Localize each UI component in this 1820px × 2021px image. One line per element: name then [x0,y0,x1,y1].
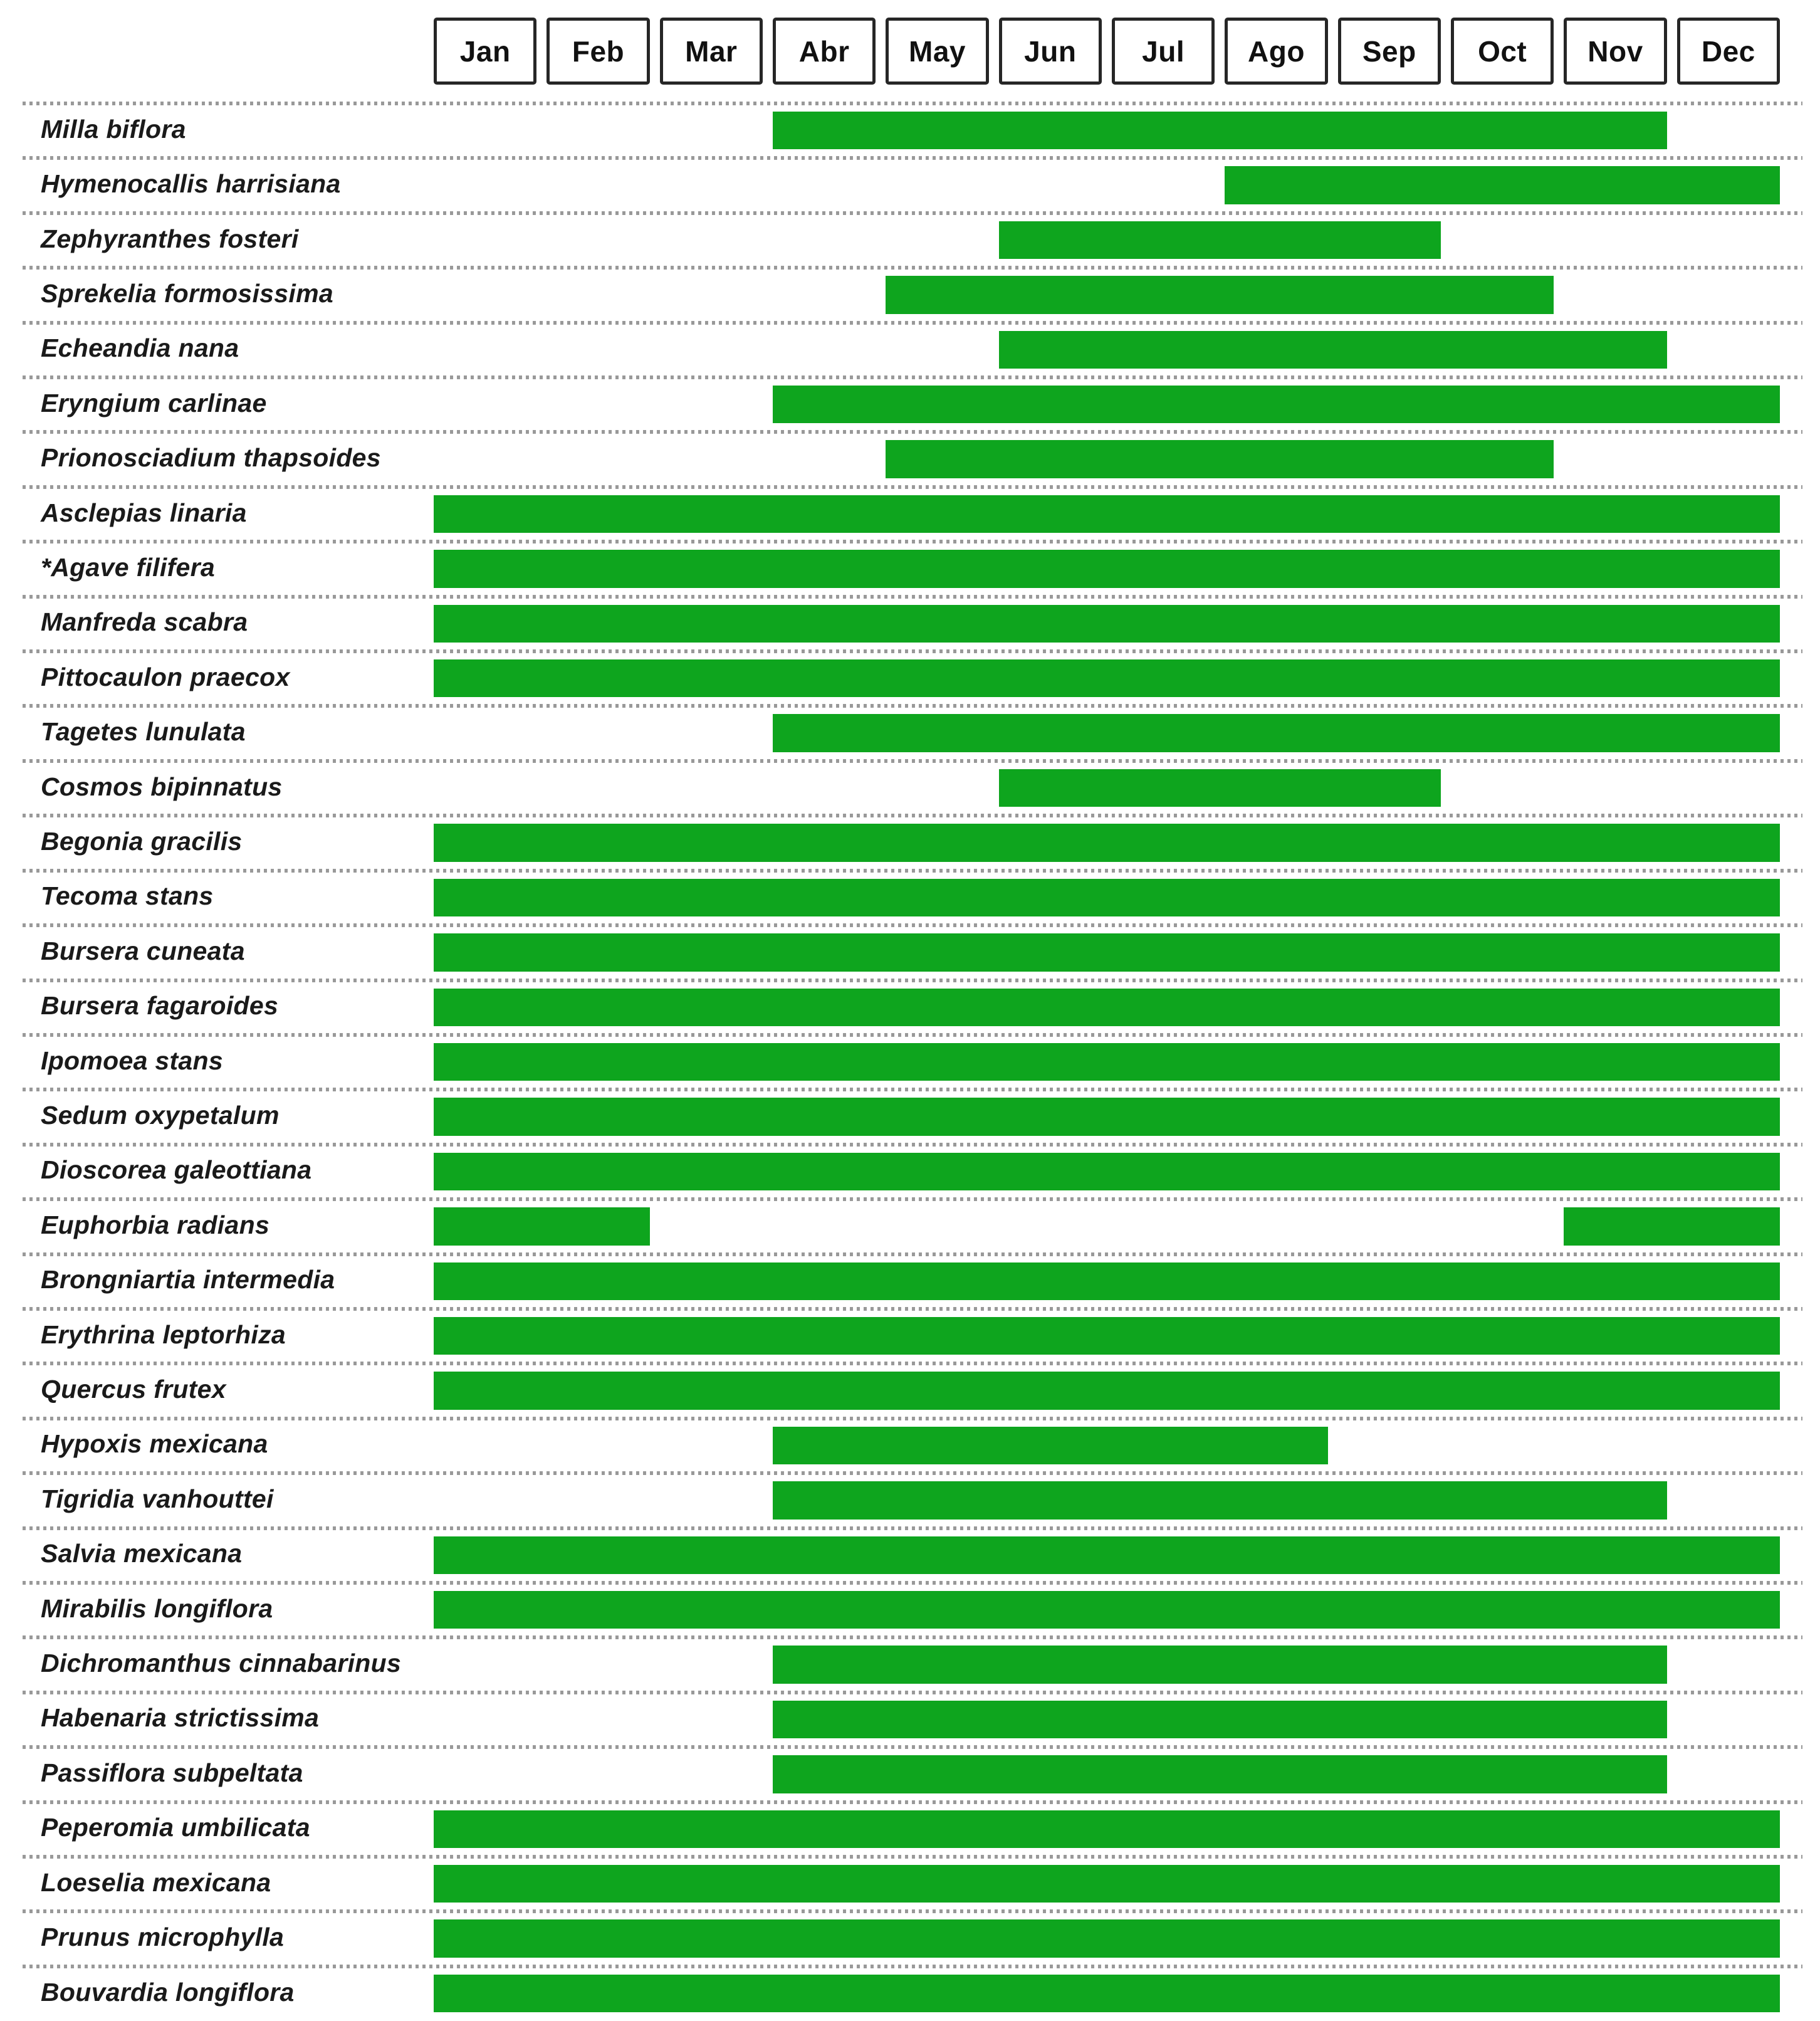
flowering-bar [773,1427,1328,1464]
bars-track [434,1262,1790,1300]
bars-track [434,1755,1790,1793]
species-label: Zephyranthes fosteri [41,224,299,253]
row-separator [23,814,1802,817]
species-row [0,925,1820,980]
bars-track [434,1098,1790,1135]
month-label: May [909,34,966,68]
month-box [1338,18,1441,85]
month-box [660,18,763,85]
month-box [1451,18,1554,85]
row-separator [23,1745,1802,1749]
flowering-bar [773,112,1667,149]
month-label: Abr [798,34,850,68]
month-label: Mar [685,34,738,68]
species-row [0,1419,1820,1473]
row-separator [23,1635,1802,1639]
species-row [0,213,1820,268]
bars-track [434,1536,1790,1574]
row-separator [23,430,1802,434]
flowering-bar [434,1810,1780,1848]
species-label: Bursera fagaroides [41,991,279,1021]
flowering-bar [434,1098,1780,1135]
bars-track [434,112,1790,149]
flowering-bar [434,550,1780,587]
species-label: Habenaria strictissima [41,1703,320,1733]
species-row [0,1693,1820,1747]
row-separator [23,1581,1802,1585]
flowering-bar [434,933,1780,971]
flowering-bar [773,1481,1667,1519]
species-label: Dichromanthus cinnabarinus [41,1649,402,1678]
row-separator [23,540,1802,543]
species-label: Ipomoea stans [41,1046,223,1075]
flowering-bar [434,1919,1780,1957]
flowering-bar [434,1207,650,1245]
flowering-bar [1564,1207,1780,1245]
bars-track [434,1646,1790,1683]
species-row [0,1637,1820,1692]
flowering-bar [434,1262,1780,1300]
row-separator [23,1197,1802,1201]
species-row [0,377,1820,432]
species-row [0,1857,1820,1911]
row-separator [23,1252,1802,1256]
species-label: Loeselia mexicana [41,1867,271,1897]
species-row [0,761,1820,816]
bars-track [434,1372,1790,1409]
species-row [0,487,1820,542]
species-label: Tagetes lunulata [41,717,246,747]
species-row [0,597,1820,651]
flowering-bar [434,605,1780,643]
row-separator [23,649,1802,653]
bars-track [434,166,1790,204]
row-separator [23,485,1802,489]
month-box [1112,18,1215,85]
row-separator [23,1471,1802,1475]
bars-track [434,933,1790,971]
bars-track [434,386,1790,423]
row-separator [23,1526,1802,1530]
flowering-bar [434,1153,1780,1190]
species-label: Bouvardia longiflora [41,1977,295,2007]
species-label: Asclepias linaria [41,498,247,527]
species-label: Passiflora subpeltata [41,1758,303,1788]
species-row [0,1802,1820,1857]
row-separator [23,759,1802,763]
species-label: Euphorbia radians [41,1210,270,1239]
flowering-bar [434,495,1780,533]
species-label: Sprekelia formosissima [41,279,333,308]
bars-track [434,769,1790,807]
species-row [0,1583,1820,1637]
species-label: Echeandia nana [41,333,239,363]
species-row [0,542,1820,596]
row-separator [23,1800,1802,1804]
bars-track [434,1701,1790,1738]
month-box [999,18,1102,85]
bars-track [434,1207,1790,1245]
flowering-bar [773,386,1780,423]
row-separator [23,923,1802,927]
row-separator [23,375,1802,379]
species-row [0,432,1820,486]
flowering-bar [1225,166,1780,204]
species-row [0,158,1820,213]
bars-track [434,331,1790,369]
species-row [0,706,1820,760]
row-separator [23,1909,1802,1913]
bars-track [434,221,1790,259]
species-row [0,103,1820,158]
species-row [0,1089,1820,1144]
species-row [0,1363,1820,1418]
species-rows [0,103,1820,2021]
month-label: Sep [1362,34,1416,68]
row-separator [23,102,1802,105]
row-separator [23,1691,1802,1694]
flowering-bar [434,989,1780,1026]
month-box [434,18,536,85]
bars-track [434,879,1790,916]
bars-track [434,605,1790,643]
species-label: Tecoma stans [41,881,214,911]
row-separator [23,211,1802,215]
species-label: Sedum oxypetalum [41,1101,280,1130]
species-row [0,1966,1820,2021]
month-box [1225,18,1327,85]
flowering-bar [434,879,1780,916]
month-label: Oct [1478,34,1527,68]
month-label: Dec [1701,34,1755,68]
month-label: Nov [1587,34,1643,68]
row-separator [23,266,1802,270]
month-label: Ago [1248,34,1305,68]
row-separator [23,1855,1802,1859]
flowering-bar [999,331,1667,369]
species-row [0,871,1820,925]
month-box [547,18,649,85]
species-label: Brongniartia intermedia [41,1265,335,1294]
species-label: Pittocaulon praecox [41,662,290,691]
species-row [0,1473,1820,1528]
flowering-bar [773,1755,1667,1793]
bars-track [434,1427,1790,1464]
flowering-bar [773,714,1780,752]
month-box [1564,18,1666,85]
species-row [0,1747,1820,1802]
species-label: Peperomia umbilicata [41,1813,310,1842]
bars-track [434,1975,1790,2012]
species-label: Tigridia vanhouttei [41,1484,274,1514]
month-label: Jan [459,34,511,68]
row-separator [23,1965,1802,1968]
bars-track [434,1865,1790,1903]
row-separator [23,321,1802,325]
species-label: Eryngium carlinae [41,388,267,417]
month-box [886,18,988,85]
bars-track [434,495,1790,533]
species-label: Hymenocallis harrisiana [41,169,341,199]
flowering-bar [999,221,1441,259]
flowering-bar [434,1536,1780,1574]
species-label: Prunus microphylla [41,1923,285,1952]
species-label: Milla biflora [41,114,186,144]
bars-track [434,659,1790,697]
flowering-bar [434,1865,1780,1903]
bars-track [434,1043,1790,1081]
species-label: Mirabilis longiflora [41,1593,273,1623]
month-box [1677,18,1780,85]
row-separator [23,156,1802,160]
species-label: Erythrina leptorhiza [41,1320,286,1349]
row-separator [23,979,1802,982]
species-label: Hypoxis mexicana [41,1429,268,1459]
bars-track [434,440,1790,478]
species-row [0,1254,1820,1309]
species-label: *Agave filifera [41,553,215,582]
flowering-bar [886,440,1554,478]
species-label: Bursera cuneata [41,936,245,965]
species-row [0,268,1820,322]
species-label: Begonia gracilis [41,827,243,856]
row-separator [23,704,1802,708]
flowering-bar [773,1646,1667,1683]
flowering-bar [434,824,1780,861]
row-separator [23,1362,1802,1365]
species-row [0,1035,1820,1089]
month-box [773,18,876,85]
flowering-bar [434,1043,1780,1081]
species-label: Manfreda scabra [41,607,248,637]
species-row [0,1199,1820,1254]
row-separator [23,869,1802,873]
bars-track [434,1919,1790,1957]
species-row [0,1528,1820,1583]
bars-track [434,824,1790,861]
row-separator [23,1088,1802,1091]
row-separator [23,1033,1802,1037]
month-label: Feb [572,34,625,68]
bars-track [434,1810,1790,1848]
flowering-bar [999,769,1441,807]
species-label: Dioscorea galeottiana [41,1155,312,1185]
species-row [0,1911,1820,1966]
row-separator [23,1143,1802,1147]
month-label: Jul [1142,34,1185,68]
species-row [0,1309,1820,1363]
species-label: Cosmos bipinnatus [41,772,283,801]
bars-track [434,276,1790,313]
flowering-bar [886,276,1554,313]
species-label: Prionosciadium thapsoides [41,443,381,473]
row-separator [23,1307,1802,1311]
species-row [0,323,1820,377]
bars-track [434,1153,1790,1190]
species-row [0,651,1820,706]
flowering-bar [434,659,1780,697]
species-row [0,980,1820,1035]
flowering-bar [434,1372,1780,1409]
bars-track [434,714,1790,752]
bars-track [434,1481,1790,1519]
flowering-bar [434,1975,1780,2012]
row-separator [23,1417,1802,1420]
flowering-bar [434,1591,1780,1629]
bars-track [434,1317,1790,1355]
row-separator [23,595,1802,599]
species-row [0,1145,1820,1199]
flowering-bar [434,1317,1780,1355]
species-row [0,816,1820,870]
species-label: Quercus frutex [41,1375,226,1404]
month-label: Jun [1024,34,1077,68]
bars-track [434,989,1790,1026]
month-header [434,18,1790,85]
species-label: Salvia mexicana [41,1539,243,1568]
bars-track [434,550,1790,587]
flowering-bar [773,1701,1667,1738]
bars-track [434,1591,1790,1629]
